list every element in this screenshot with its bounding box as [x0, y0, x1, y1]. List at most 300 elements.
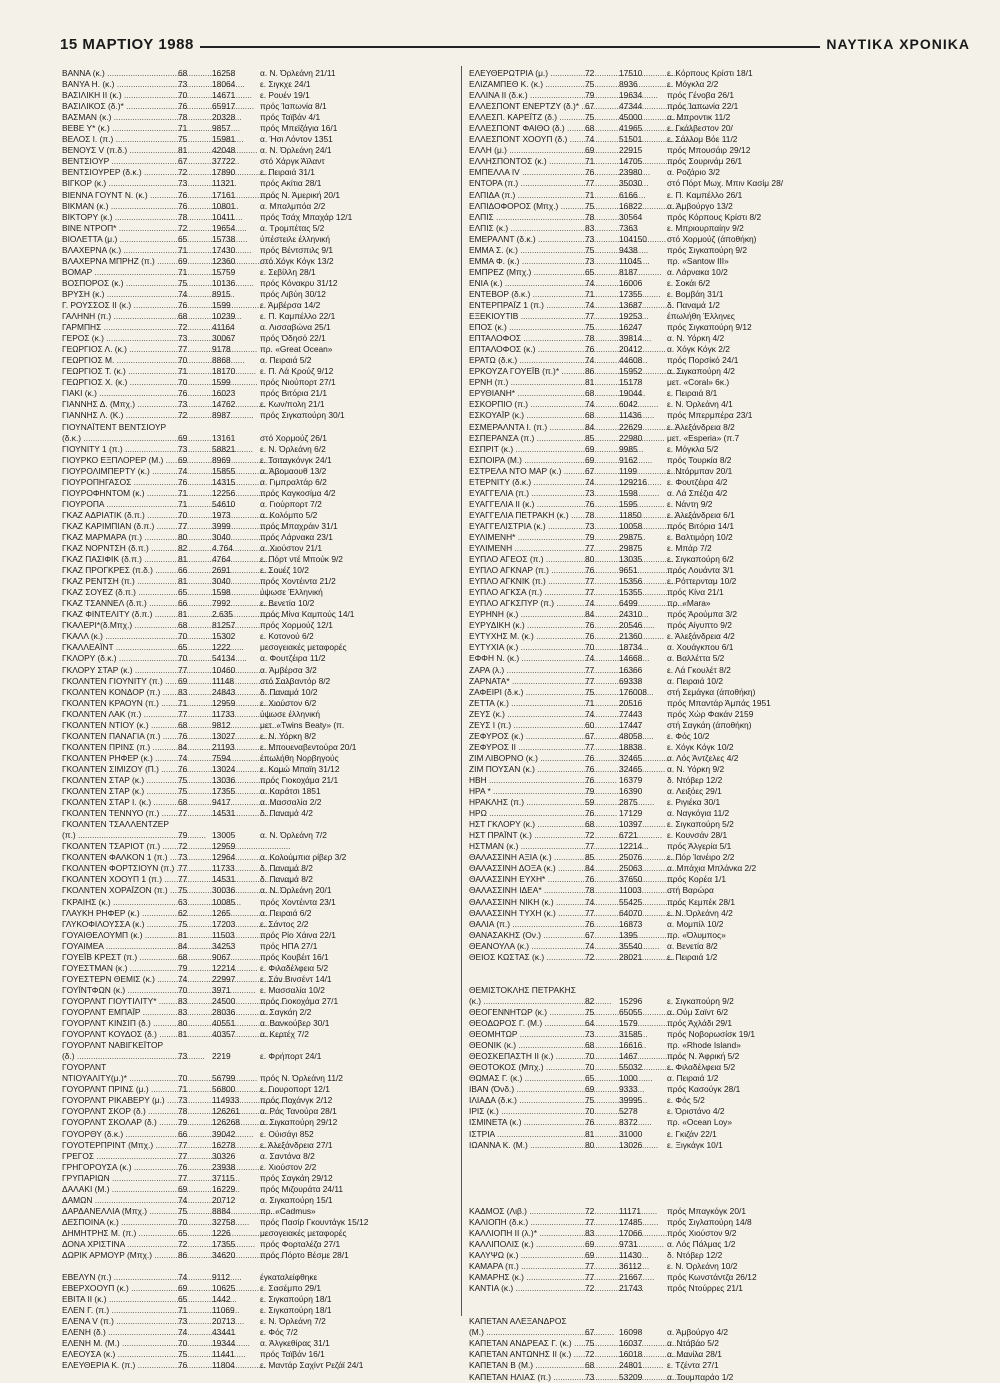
- build-year: 69: [178, 255, 188, 266]
- ship-entry: [62, 1360, 457, 1371]
- build-year: 73: [178, 1316, 188, 1327]
- ship-name: ΓΕΩΡΓΙΟΣ Λ. (κ.) .....: [62, 344, 180, 355]
- position: ε. Σεβίλλη 28/1: [260, 266, 316, 277]
- tonnage: 51501: [619, 134, 643, 145]
- ship-entry: [62, 996, 457, 1007]
- tonnage: 1442: [212, 1294, 231, 1305]
- position: α. Πειραιά 1/2: [667, 1073, 719, 1084]
- tonnage: 39814: [619, 333, 643, 344]
- build-year: 66: [178, 598, 188, 609]
- right-column: [469, 68, 879, 1382]
- position: πρός Αίγυπτο 9/2: [667, 620, 732, 631]
- spacer: [469, 1305, 879, 1316]
- spacer: [469, 974, 879, 985]
- ship-name: ΓΟΥΟΡΛΝΤ ΚΟΥΔΟΣ (δ.) .....: [62, 1029, 180, 1040]
- ship-entry: [469, 422, 879, 433]
- position: ε. Πειραιά 1/2: [667, 951, 718, 962]
- ship-name: ΓΚΑΖ ΝΟΡΝΤΣΗ (δ.π.) .....: [62, 543, 180, 554]
- tonnage: 15355: [619, 587, 643, 598]
- build-year: 81: [585, 377, 595, 388]
- ship-name: ΕΒΕΛΥΝ (π.) .....: [62, 1272, 180, 1283]
- ship-name: (δ.κ.) .....: [62, 433, 180, 444]
- position: ε. Σιγκαπούρη 18/1: [260, 1305, 332, 1316]
- position: ε. Σιγκαπούρη 9/2: [667, 995, 734, 1006]
- ship-entry: [469, 178, 879, 189]
- tonnage: 3971: [212, 984, 231, 995]
- ship-entry: [469, 145, 879, 156]
- tonnage: 7992: [212, 598, 231, 609]
- build-year: 74: [585, 277, 595, 288]
- column-divider: [461, 66, 462, 1316]
- ship-entry: [62, 145, 457, 156]
- build-year: 75: [178, 1349, 188, 1360]
- ship-name: ΒΑΝΝΑ (κ.) .....: [62, 68, 180, 79]
- ship-entry: [62, 1117, 457, 1128]
- position: πρός Φορταλέζα 27/1: [260, 1238, 341, 1249]
- position: α. Τρομπέτας 5/2: [260, 222, 325, 233]
- tonnage: 9731: [619, 1238, 638, 1249]
- ship-entry: [62, 1217, 457, 1228]
- ship-entry: [62, 1228, 457, 1239]
- ship-name: ΓΚΑΛΛΕΑΪΝΤ .....: [62, 642, 180, 653]
- ship-name: ΕΜΜΑ Σ. (κ.) .....: [469, 245, 587, 256]
- build-year: 78: [178, 1106, 188, 1117]
- build-year: 83: [585, 1227, 595, 1238]
- ship-entry: [62, 974, 457, 985]
- tonnage: 16278: [212, 1139, 236, 1150]
- ship-entry: [62, 631, 457, 642]
- build-year: 71: [178, 1084, 188, 1095]
- tonnage: 8915: [212, 288, 231, 299]
- ship-name: ΓΚΛΟΡΥ (δ.κ.) .....: [62, 653, 180, 664]
- build-year: 76: [178, 101, 188, 112]
- tonnage: 11804: [212, 1360, 235, 1371]
- ship-name: ΓΚΟΛΝΤΕΝ ΣΤΑΡ (κ.) .....: [62, 786, 180, 797]
- ship-name: ΕΠΤΑΛΟΦΟΣ .....: [469, 333, 587, 344]
- tonnage: 24310: [619, 609, 643, 620]
- ship-name: ΙΩΑΝΝΑ Κ. (Μ.) .....: [469, 1140, 587, 1151]
- position: πρός Γιοκοχάμα 27/1: [260, 995, 339, 1006]
- position: πρός Κασούγκ 28/1: [667, 1084, 741, 1095]
- tonnage: 17510: [619, 68, 643, 78]
- position: α. Ν. Όρλεάνη 7/2: [260, 830, 327, 841]
- build-year: 74: [585, 598, 595, 609]
- tonnage: 8969: [212, 454, 231, 465]
- ship-name: ΕΣΠΕΡΑΝΣΑ (π.) .....: [469, 433, 587, 444]
- ship-name: ΒΑΣΜΑΝ (κ.) .....: [62, 112, 180, 123]
- build-year: 79: [585, 786, 595, 797]
- ship-name: (κ.) .....: [469, 996, 587, 1007]
- tonnage: 29875: [619, 543, 643, 554]
- tonnage: 54134: [212, 653, 236, 664]
- tonnage: 39042: [212, 1128, 236, 1139]
- tonnage: 17066: [619, 1227, 643, 1238]
- build-year: 83: [585, 222, 595, 233]
- build-year: 86: [178, 1250, 188, 1261]
- position: ύψωσε Έλληνική: [260, 587, 323, 598]
- build-year: 65: [178, 1227, 188, 1238]
- build-year: 68: [178, 620, 188, 631]
- ship-entry: [469, 919, 879, 930]
- ship-name: ΕΛΕΟΥΣΑ (κ.) .....: [62, 1349, 180, 1360]
- tonnage: 81257: [212, 620, 236, 631]
- build-year: 68: [585, 410, 595, 421]
- build-year: 74: [585, 476, 595, 487]
- position: πρός Χοντέιντα 23/1: [260, 896, 336, 907]
- ship-entry: [469, 620, 879, 631]
- spacer: [469, 1195, 879, 1206]
- ship-name: ΕΛΛΕΣΠ. ΚΑΡΕΪΤΖ (δ.) .....: [469, 112, 587, 123]
- position: ε. Σασέμπο 29/1: [260, 1283, 322, 1294]
- build-year: 67: [585, 730, 595, 741]
- build-year: 71: [178, 244, 188, 255]
- position: πρός Λιβύη 30/12: [260, 288, 326, 299]
- build-year: 75: [178, 786, 188, 797]
- position: ε. Κουνσάν 28/1: [667, 830, 728, 841]
- ship-name: ΕΛΛΕΣΠΟΝΤ ΕΝΕΡΤΖΥ (δ.)* .....: [469, 101, 587, 112]
- tonnage: 55032: [619, 1062, 643, 1073]
- position: πρός Χορμούζ 12/1: [260, 620, 333, 631]
- ship-name: ΓΙΟΥΡΟΛΙΜΠΕΡΤΥ (κ.) .....: [62, 466, 180, 477]
- ship-entry: [62, 422, 457, 433]
- build-year: 76: [585, 620, 595, 631]
- ship-entry: [62, 112, 457, 123]
- ship-name: ΓΟΥΟΡΛΝΤ: [62, 1062, 107, 1073]
- build-year: 74: [585, 896, 595, 907]
- tonnage: 3999: [212, 520, 231, 531]
- tonnage: 31585: [619, 1029, 643, 1040]
- build-year: 74: [178, 752, 188, 763]
- ship-entry: [62, 223, 457, 234]
- ship-name: ΓΚΟΛΝΤΕΝ ΚΟΝΔΟΡ (π.) .....: [62, 687, 180, 698]
- ship-name: ΚΑΜΑΡΗΣ (κ.) .....: [469, 1272, 587, 1283]
- ship-name: ΓΟΥΟΡΛΝΤ ΣΚΟΡ (δ.) .....: [62, 1106, 180, 1117]
- ship-name: ΕΜΜΑ Φ. (κ.) .....: [469, 256, 587, 267]
- ship-entry: [469, 1349, 879, 1360]
- ship-entry: [469, 1007, 879, 1018]
- build-year: 71: [178, 487, 188, 498]
- build-year: 76: [178, 1360, 188, 1371]
- build-year: 76: [178, 200, 188, 211]
- ship-entry: [62, 123, 457, 134]
- position: πρ. «Great Ocean»: [260, 344, 333, 355]
- tonnage: 25063: [619, 863, 643, 874]
- ship-entry: [62, 908, 457, 919]
- ship-entry: [62, 930, 457, 941]
- ship-entry: [469, 1316, 879, 1327]
- tonnage: 129216: [619, 476, 647, 487]
- build-year: 72: [178, 322, 188, 333]
- ship-entry: [469, 256, 879, 267]
- build-year: 69: [178, 675, 188, 686]
- tonnage: 6042: [619, 399, 638, 410]
- build-year: 71: [178, 697, 188, 708]
- position: α. Μπάχια Μπλάνκα 2/2: [667, 863, 757, 874]
- build-year: 81: [178, 576, 188, 587]
- build-year: 78: [178, 112, 188, 123]
- build-year: 70: [178, 984, 188, 995]
- position: μετ. «Esperia» (π.7: [667, 432, 740, 443]
- position: α. Λά Σπέζια 4/2: [667, 487, 728, 498]
- position: α. Χόγκ Κόγκ 2/2: [667, 344, 730, 355]
- ship-entry: [62, 399, 457, 410]
- position: α. Ν. Όρλεάνη 21/11: [260, 68, 336, 78]
- tonnage: 21193: [212, 741, 235, 752]
- tonnage: 17890: [212, 167, 236, 178]
- position: ε. Ν. Υόρκη 8/2: [260, 730, 316, 741]
- tonnage: 37115: [212, 1172, 235, 1183]
- tonnage: 11733: [212, 863, 235, 874]
- build-year: 71: [178, 498, 188, 509]
- tonnage: 1598: [619, 487, 638, 498]
- ship-name: ΓΡΥΠΑΡΙΩΝ .....: [62, 1173, 180, 1184]
- position: ε. Σουέζ 10/2: [260, 565, 309, 576]
- build-year: 72: [585, 68, 595, 78]
- tonnage: 20712: [212, 1194, 236, 1205]
- tonnage: 13687: [619, 299, 643, 310]
- ship-name: ΖΕΦΥΡΟΣ ΙΙ .....: [469, 742, 587, 753]
- tonnage: 12360: [212, 255, 236, 266]
- ship-name: ΕΥΠΛΟ ΑΓΚΣΠΥΡ (π.) .....: [469, 598, 587, 609]
- ship-name: ΔΕΣΠΟΙΝΑ (κ.) .....: [62, 1217, 180, 1228]
- ship-entry: [469, 587, 879, 598]
- ship-entry: [62, 156, 457, 167]
- tonnage: 11441: [212, 1349, 235, 1360]
- ship-name: ΓΟΥΟΡΘΥ (δ.κ.) .....: [62, 1129, 180, 1140]
- spacer: [62, 1261, 457, 1272]
- ship-name: ΒΟΣΠΟΡΟΣ (κ.) .....: [62, 278, 180, 289]
- build-year: 81: [178, 1029, 188, 1040]
- position: ε. Πειραιά 31/1: [260, 167, 315, 178]
- ship-entry: [469, 278, 879, 289]
- tonnage: 16098: [619, 1327, 643, 1338]
- ship-name: (δ.) .....: [62, 1051, 180, 1062]
- build-year: 81: [178, 145, 188, 156]
- ship-name: ΕΣΠΟΙΡΑ (Μ.) .....: [469, 455, 587, 466]
- build-year: 81: [178, 609, 188, 620]
- build-year: 85: [585, 432, 595, 443]
- build-year: 69: [178, 1283, 188, 1294]
- ship-name: ΓΙΟΥΡΚΟ ΕΞΠΛΟΡΕΡ (Μ.) .....: [62, 455, 180, 466]
- ship-entry: [62, 466, 457, 477]
- ship-name: ΓΛΑΥΚΗ ΡΗΦΕΡ (κ.) .....: [62, 908, 180, 919]
- build-year: 68: [585, 1360, 595, 1371]
- position: ε. Βενετία 10/2: [260, 598, 315, 609]
- tonnage: 22997: [212, 973, 236, 984]
- ship-name: ΓΚΟΛΝΤΕΝ ΠΡΙΝΣ (π.) .....: [62, 742, 180, 753]
- build-year: 70: [585, 1106, 595, 1117]
- ship-entry: [62, 775, 457, 786]
- ship-entry: [469, 1283, 879, 1294]
- ship-entry: [469, 289, 879, 300]
- ship-name: ΙΛΙΑΔΑ (δ.κ.) .....: [469, 1095, 587, 1106]
- ship-entry: [469, 399, 879, 410]
- build-year: 71: [178, 123, 188, 134]
- tonnage: 37650: [619, 874, 643, 885]
- ship-entry: [469, 753, 879, 764]
- ship-entry: [469, 488, 879, 499]
- build-year: 77: [585, 311, 595, 322]
- position: μεσογειακές μεταφορές: [260, 642, 347, 653]
- ship-name: ΕΛΛΕΣΠΟΝΤ ΦΑΙΘΟ (δ.) .....: [469, 123, 587, 134]
- ship-name: ΓΚΡΑΙΗΣ (κ.) .....: [62, 897, 180, 908]
- tonnage: 11733: [212, 708, 235, 719]
- build-year: 84: [585, 421, 595, 432]
- ship-name: ΗΡΑ * .....: [469, 786, 587, 797]
- ship-entry: [469, 521, 879, 532]
- build-year: 74: [585, 653, 595, 664]
- build-year: 70: [178, 355, 188, 366]
- tonnage: 37722: [212, 156, 236, 167]
- position: στό Χορμούζ (άποθήκη): [667, 233, 757, 244]
- tonnage: 104150: [619, 233, 647, 244]
- tonnage: 17203: [212, 918, 236, 929]
- ship-entry: [62, 322, 457, 333]
- position: ε. Ν. Όρλεάνη 7/2: [260, 1316, 326, 1327]
- position: πρ. «Όλυμπος»: [667, 929, 726, 940]
- tonnage: 1222: [212, 642, 231, 653]
- ship-name: ΚΑΝΤΙΑ (κ.) .....: [469, 1283, 587, 1294]
- ship-name: ΕΝΤΟΡΑ (π.) .....: [469, 178, 587, 189]
- ship-entry: [62, 333, 457, 344]
- build-year: 79: [585, 531, 595, 542]
- position: ε. Ούισάγι 852: [260, 1128, 314, 1139]
- build-year: 72: [585, 1349, 595, 1360]
- position: α. Γιούρπορτ 7/2: [260, 498, 322, 509]
- position: α. Μπαλμπόα 2/2: [260, 200, 326, 211]
- position: πρός Μπεϊζάγια 16/1: [260, 123, 338, 134]
- ship-entry: [62, 1007, 457, 1018]
- tonnage: 1599: [212, 377, 231, 388]
- ship-name: ΔΑΡΔΑΝΕΛΛΙΑ (Μπχ.) .....: [62, 1206, 180, 1217]
- position: πρός Μπαντάρ Άμπάς 1951: [667, 697, 771, 708]
- ship-name: ΕΥΠΛΟ ΑΓΕΟΣ (π.) .....: [469, 554, 587, 565]
- position: α. Χουάγκπου 6/1: [667, 642, 734, 653]
- position: πρός Κόρπους Κρίστι 8/2: [667, 211, 762, 222]
- tonnage: 48058: [619, 730, 643, 741]
- tonnage: 20412: [619, 344, 643, 355]
- tonnage: 20328: [212, 112, 236, 123]
- ship-entry: [469, 532, 879, 543]
- build-year: 80: [585, 1139, 595, 1150]
- ship-entry: [62, 1283, 457, 1294]
- ship-name: ΕΣΚΟΡΠΙΟ (π.) .....: [469, 399, 587, 410]
- build-year: 63: [178, 896, 188, 907]
- ship-entry: [469, 941, 879, 952]
- tonnage: 30564: [619, 211, 643, 222]
- position: ε. Μπουεναβεντούρα 20/1: [260, 741, 357, 752]
- ship-name: ΓΚΟΛΝΤΕΝ ΠΑΝΑΓΙΑ (π.) .....: [62, 731, 180, 742]
- position: πρός Ντούρρες 21/1: [667, 1283, 743, 1294]
- build-year: 80: [585, 554, 595, 565]
- position: πρός Κεμπέκ 28/1: [667, 896, 736, 907]
- ship-entry: [469, 1073, 879, 1084]
- ship-name: ΓΟΥΕΣΤΕΡΝ ΘΕΜΙΣ (κ.) .....: [62, 974, 180, 985]
- ship-entry: [62, 234, 457, 245]
- tonnage: 1000: [619, 1073, 638, 1084]
- build-year: 81: [178, 554, 188, 565]
- ship-entry: [469, 212, 879, 223]
- build-year: 79: [178, 830, 188, 841]
- ship-name: ΔΑΛΑΚΙ (Μ.) .....: [62, 1184, 180, 1195]
- position: πρός Νοβορωσίσκ 19/1: [667, 1029, 756, 1040]
- ship-name: ΗΣΤ ΠΡΑΪΝΤ (κ.) .....: [469, 830, 587, 841]
- position: πρός Μιζουράτα 24/11: [260, 1183, 344, 1194]
- tonnage: 12959: [212, 697, 236, 708]
- position: α. Μανίλα 28/1: [667, 1349, 722, 1360]
- ship-entry: [62, 1327, 457, 1338]
- ship-name: ΖΑΦΕΙΡΙ (δ.κ.) .....: [469, 687, 587, 698]
- ship-entry: [62, 1195, 457, 1206]
- tonnage: 21360: [619, 631, 643, 642]
- ship-name: ΕΥΠΛΟ ΑΓΚΝΙΚ (π.) .....: [469, 576, 587, 587]
- ship-name: ΕΛΛΙΝΑ ΙΙ (δ.κ.) .....: [469, 90, 587, 101]
- ship-name: ΕΞΕΚΙΟΥΤΙΒ .....: [469, 311, 587, 322]
- ship-entry: [469, 709, 879, 720]
- ship-entry: [62, 1084, 457, 1095]
- position: α. Σιγκαπούρη 29/12: [260, 1117, 338, 1128]
- position: πρός Άλγερία 5/1: [667, 841, 732, 852]
- build-year: 67: [585, 929, 595, 940]
- position: α. Άβομαουθ 13/2: [260, 465, 327, 476]
- tonnage: 36112: [619, 1261, 642, 1272]
- tonnage: 1395: [619, 929, 638, 940]
- ship-entry: [469, 510, 879, 521]
- ship-name: ΘΑΛΑΣΣΙΝΗ ΑΞΙΑ (κ.) .....: [469, 852, 587, 863]
- build-year: 83: [178, 686, 188, 697]
- ship-entry: [62, 1206, 457, 1217]
- build-year: 77: [585, 841, 595, 852]
- ship-name: ΓΚΟΛΝΤΕΝ ΛΑΚ (π.) .....: [62, 709, 180, 720]
- tonnage: 18838: [619, 741, 643, 752]
- ship-entry: [62, 1106, 457, 1117]
- build-year: 73: [178, 852, 188, 863]
- tonnage: 12964: [212, 852, 236, 863]
- ship-entry: [62, 620, 457, 631]
- ship-entry: [62, 1062, 457, 1073]
- build-year: 76: [178, 730, 188, 741]
- tonnage: 17161: [212, 189, 236, 200]
- position: πρός Μπουσάιρ 29/12: [667, 145, 751, 156]
- ship-entry: [469, 908, 879, 919]
- ship-name: ΓΚΟΛΝΤΕΝ ΚΡΑΟΥΝ (π.) .....: [62, 698, 180, 709]
- tonnage: 16822: [619, 200, 643, 211]
- ship-name: ΕΣΤΡΕΛΑ ΝΤΟ ΜΑΡ (κ.) .....: [469, 466, 587, 477]
- build-year: 69: [178, 1183, 188, 1194]
- position: ε. Π. Λά Κρούζ 9/12: [260, 366, 334, 377]
- ship-entry: [469, 786, 879, 797]
- tonnage: 1973: [212, 509, 231, 520]
- build-year: 67: [585, 1327, 595, 1338]
- position: πρός Κορέα 1/1: [667, 874, 727, 885]
- build-year: 74: [585, 708, 595, 719]
- position: έπωλήθη Έλληνες: [667, 311, 735, 322]
- position: ε. Πειραιά 8/1: [667, 388, 718, 399]
- position: α. Λάρνακα 10/2: [667, 266, 728, 277]
- build-year: 77: [178, 863, 188, 874]
- tonnage: 11321: [212, 178, 235, 189]
- ship-name: ΒΑΝΥΑ Η. (κ.) .....: [62, 79, 180, 90]
- tonnage: 47344: [619, 101, 643, 112]
- ship-name: ΓΚΑΛΛ (κ.) .....: [62, 631, 180, 642]
- ship-entry: [469, 642, 879, 653]
- ship-name: ΓΚΑΖ ΠΑΣΙΦΙΚ (δ.π.) .....: [62, 554, 180, 565]
- position: α. Λισσαβώνα 25/1: [260, 322, 331, 333]
- build-year: 77: [178, 808, 188, 819]
- ship-name: ΒΛΑΧΕΡΝΑ (κ.) .....: [62, 245, 180, 256]
- build-year: 78: [585, 211, 595, 222]
- position: πρός Όδησό 22/1: [260, 333, 326, 344]
